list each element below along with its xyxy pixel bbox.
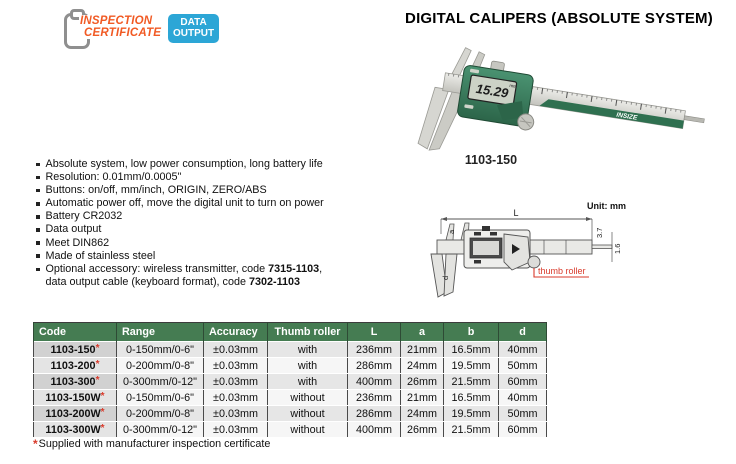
cell-range: 0-200mm/0-8" [117, 358, 204, 374]
drawing-top-button [482, 226, 490, 231]
cell-code: 1103-200* [34, 358, 117, 374]
cell-L: 286mm [348, 358, 401, 374]
cell-a: 21mm [401, 390, 444, 406]
cell-d: 60mm [499, 422, 547, 438]
cell-thumb: without [268, 390, 348, 406]
data-output-badge [168, 14, 219, 43]
bullet-icon [36, 215, 40, 219]
col-header-accuracy: Accuracy [204, 323, 268, 342]
cell-a: 21mm [401, 342, 444, 358]
cell-a: 26mm [401, 422, 444, 438]
feature-item: Resolution: 0.01mm/0.0005" [36, 171, 381, 184]
cell-a: 24mm [401, 358, 444, 374]
dim-1-6-label: 1.6 [613, 243, 622, 254]
product-photo [388, 40, 720, 158]
cell-accuracy: ±0.03mm [204, 406, 268, 422]
cell-b: 21.5mm [444, 422, 499, 438]
page-title: DIGITAL CALIPERS (ABSOLUTE SYSTEM) [405, 10, 713, 27]
cell-L: 400mm [348, 374, 401, 390]
cell-thumb: with [268, 358, 348, 374]
inspection-certificate-logo [64, 10, 162, 50]
footnote-asterisk: * [33, 437, 38, 451]
optional-prefix: Optional accessory: wireless transmitter, code [45, 262, 269, 275]
drawing-depth-rod [592, 245, 612, 249]
bullet-icon [36, 202, 40, 206]
certificate-asterisk: * [100, 422, 105, 434]
bullet-icon [36, 241, 40, 245]
col-header-a: a [401, 323, 444, 342]
cell-L: 236mm [348, 342, 401, 358]
certificate-asterisk: * [100, 406, 105, 418]
cell-thumb: without [268, 406, 348, 422]
drawing-lcd-inner [473, 241, 499, 255]
dimension-drawing-svg [424, 192, 724, 312]
cell-b: 19.5mm [444, 358, 499, 374]
cell-range: 0-150mm/0-6" [117, 342, 204, 358]
cell-thumb: with [268, 342, 348, 358]
bullet-icon [36, 176, 40, 180]
footnote [33, 436, 270, 450]
lcd-value: 15.29 [474, 80, 510, 101]
cell-L: 236mm [348, 390, 401, 406]
table-header-row [34, 323, 547, 342]
feature-item: Made of stainless steel [36, 250, 381, 263]
cell-b: 19.5mm [444, 406, 499, 422]
col-header-d: d [499, 323, 547, 342]
caliper-photo-svg [388, 40, 720, 158]
dim-a-label: a [447, 229, 456, 234]
cell-accuracy: ±0.03mm [204, 374, 268, 390]
table-row [34, 390, 547, 406]
cell-b: 16.5mm [444, 342, 499, 358]
table-row [34, 374, 547, 390]
badge-row [64, 10, 219, 50]
cell-d: 40mm [499, 390, 547, 406]
cell-accuracy: ±0.03mm [204, 422, 268, 438]
cell-range: 0-150mm/0-6" [117, 390, 204, 406]
cell-code: 1103-300W* [34, 422, 117, 438]
cell-b: 21.5mm [444, 374, 499, 390]
dim-L-label: L [513, 208, 519, 218]
dim-d-label: d [441, 275, 450, 280]
cell-d: 40mm [499, 342, 547, 358]
cell-b: 16.5mm [444, 390, 499, 406]
feature-item: Battery CR2032 [36, 210, 381, 223]
certificate-line: CERTIFICATE [84, 27, 162, 39]
certificate-asterisk: * [95, 358, 100, 370]
cell-thumb: without [268, 422, 348, 438]
product-code-caption: 1103-150 [464, 153, 518, 167]
cell-code: 1103-300* [34, 374, 117, 390]
optional-line2: data output cable (keyboard format), code [45, 275, 249, 288]
col-header-range: Range [117, 323, 204, 342]
feature-list [36, 158, 381, 289]
cell-code: 1103-200W* [34, 406, 117, 422]
certificate-asterisk: * [100, 390, 105, 402]
cell-range: 0-300mm/0-12" [117, 422, 204, 438]
thumb-roller-label: thumb roller [538, 266, 586, 276]
bullet-icon [36, 189, 40, 193]
col-header-code: Code [34, 323, 117, 342]
certificate-asterisk: * [95, 374, 100, 386]
cell-thumb: with [268, 374, 348, 390]
feature-item: Meet DIN862 [36, 237, 381, 250]
inspection-line: INSPECTION [80, 15, 153, 27]
cell-accuracy: ±0.03mm [204, 390, 268, 406]
bullet-icon [36, 228, 40, 232]
cell-d: 60mm [499, 374, 547, 390]
dimension-drawing [424, 192, 724, 312]
data-output-line2: OUTPUT [173, 27, 215, 39]
certificate-asterisk: * [95, 342, 100, 354]
cell-code: 1103-150W* [34, 390, 117, 406]
optional-code-2: 7302-1103 [248, 275, 301, 288]
table-row [34, 406, 547, 422]
feature-item: Data output [36, 223, 381, 236]
drawing-button-2 [490, 232, 497, 236]
dim-3-7-label: 3.7 [595, 227, 604, 238]
drawing-button-3 [474, 260, 481, 264]
feature-item: Buttons: on/off, mm/inch, ORIGIN, ZERO/ABS [36, 184, 381, 197]
table-row [34, 342, 547, 358]
bullet-icon [36, 254, 40, 258]
unit-label: Unit: mm [587, 201, 626, 211]
col-header-b: b [444, 323, 499, 342]
lcd-unit: mm [509, 82, 518, 90]
insize-logo: INSIZE [615, 111, 638, 122]
drawing-movable-jaw [444, 254, 457, 296]
cell-d: 50mm [499, 358, 547, 374]
optional-separator: , [319, 262, 323, 275]
table-row [34, 358, 547, 374]
feature-item: Automatic power off, move the digital unit to turn on power [36, 197, 381, 210]
cell-L: 286mm [348, 406, 401, 422]
col-header-thumb-roller: Thumb roller [268, 323, 348, 342]
drawing-button-1 [474, 232, 481, 236]
feature-item-optional [36, 263, 381, 289]
spec-table [33, 322, 547, 438]
depth-rod [684, 116, 704, 123]
footnote-text: Supplied with manufacturer inspection certificate [38, 438, 271, 450]
cell-a: 26mm [401, 374, 444, 390]
bullet-icon [36, 163, 40, 167]
cell-L: 400mm [348, 422, 401, 438]
cell-a: 24mm [401, 406, 444, 422]
cell-accuracy: ±0.03mm [204, 342, 268, 358]
cell-code: 1103-150* [34, 342, 117, 358]
cell-accuracy: ±0.03mm [204, 358, 268, 374]
data-output-line1: DATA [180, 17, 207, 28]
cell-range: 0-300mm/0-12" [117, 374, 204, 390]
feature-item: Absolute system, low power consumption, long battery life [36, 158, 381, 171]
inspection-certificate-text [79, 15, 162, 39]
cell-range: 0-200mm/0-8" [117, 406, 204, 422]
cell-d: 50mm [499, 406, 547, 422]
col-header-L: L [348, 323, 401, 342]
optional-code-1: 7315-1103 [268, 262, 320, 275]
bullet-icon [36, 268, 40, 272]
